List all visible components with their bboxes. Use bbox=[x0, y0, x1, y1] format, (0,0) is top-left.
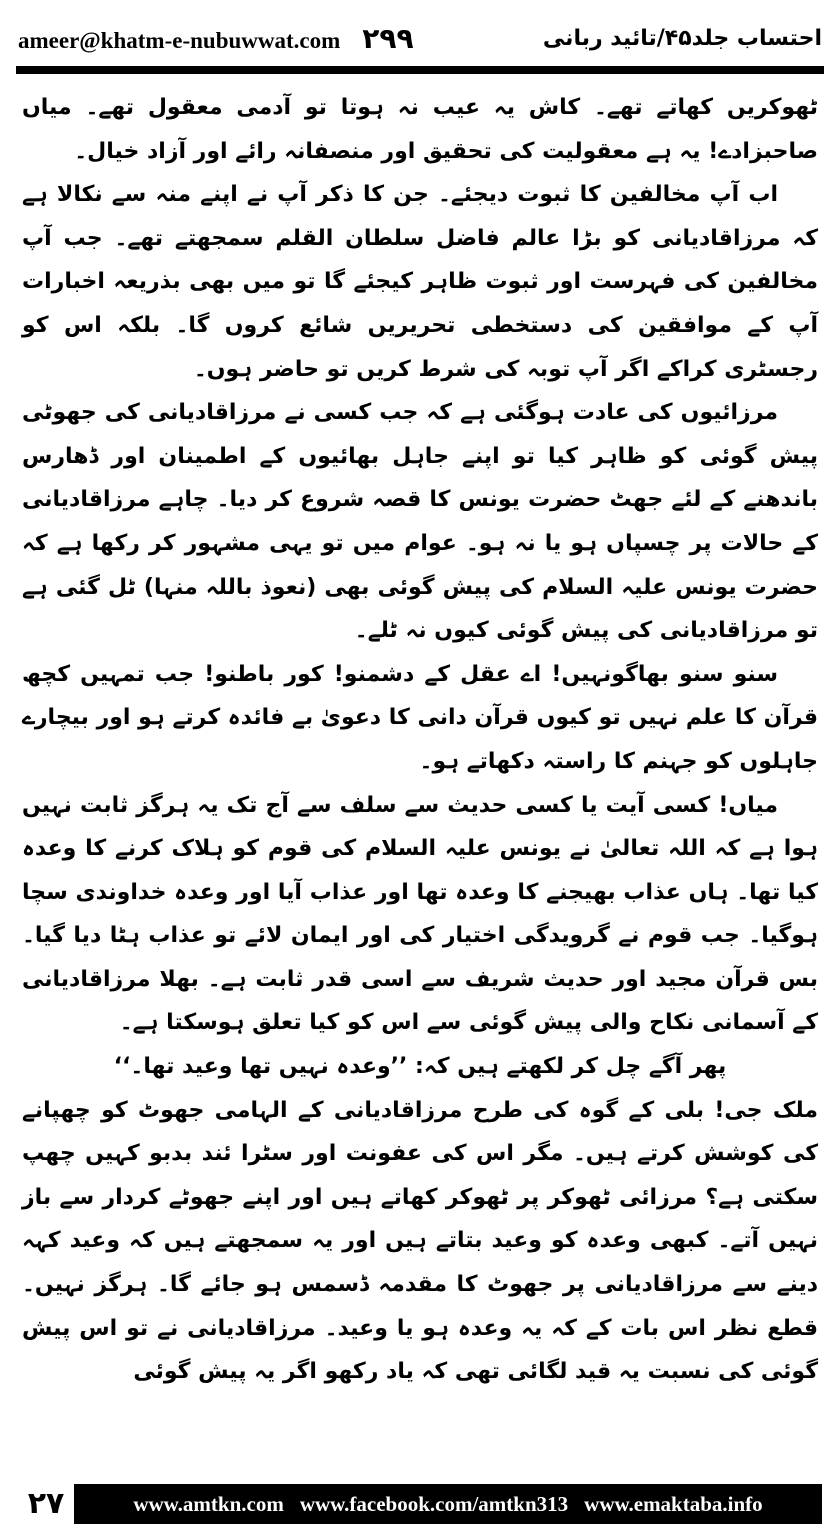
quote-line: پھر آگے چل کر لکھتے ہیں کہ: ’’وعدہ نہیں تھا وعید تھا۔‘‘ bbox=[113, 1054, 727, 1080]
page-body bbox=[22, 86, 818, 1394]
header-book-title: احتساب جلد۴۵/تائید ربانی bbox=[542, 25, 822, 51]
paragraph-2: اب آپ مخالفین کا ثبوت دیجئے۔ جن کا ذکر آپ نے اپنے منہ سے نکالا ہے کہ مرزاقادیانی کو بڑا عالم فاضل سلطان القلم سمجھتے تھے۔ جب آپ مخالفین کی فہرست اور ثبوت ظاہر کیجئے گا تو میں بھی بذریعہ اخبارات آپ کے موافقین کی دستخطی تحریریں شائع کروں گا۔ بلکہ اس کو رجسٹری کراکے اگر آپ توبہ کی شرط کریں تو حاضر ہوں۔ bbox=[22, 182, 818, 382]
paragraph-7: ملک جی! بلی کے گوہ کی طرح مرزاقادیانی کے الہامی جھوٹ کو چھپانے کی کوشش کرتے ہیں۔ مگر اس کی عفونت اور سٹرا ئند بدبو کہیں چھپ سکتی ہے؟ مرزائی ٹھوکر پر ٹھوکر کھاتے ہیں اور اپنے جھوٹے کردار سے باز نہیں آتے۔ کبھی وعدہ کو وعید بتاتے ہیں اور یہ سمجھتے ہیں کہ وعید کہہ دینے سے مرزاقادیانی پر جھوٹ کا مقدمہ ڈسمس ہو جائے گا۔ ہرگز نہیں۔ قطع نظر اس بات کے کہ یہ وعدہ ہو یا وعید۔ مرزاقادیانی نے تو اس پیش گوئی کی نسبت یہ قید لگائی تھی کہ یاد رکھو اگر یہ پیش گوئی bbox=[22, 1097, 818, 1385]
page-footer bbox=[18, 1484, 822, 1524]
footer-link-emaktaba[interactable]: www.emaktaba.info bbox=[584, 1491, 763, 1516]
page-header bbox=[18, 18, 822, 58]
header-rule bbox=[16, 66, 824, 74]
footer-link-facebook[interactable]: www.facebook.com/amtkn313 bbox=[299, 1491, 569, 1516]
header-email[interactable]: ameer@khatm-e-nubuwwat.com bbox=[18, 27, 341, 53]
paragraph-4: سنو سنو بھاگونہیں! اے عقل کے دشمنو! کور باطنو! جب تمہیں کچھ قرآن کا علم نہیں تو کیوں قرآن دانی کا دعویٰ بے فائدہ کرتے ہو اور بیچارے جاہلوں کو جہنم کا راستہ دکھاتے ہو۔ bbox=[22, 661, 818, 774]
paragraph-5: میاں! کسی آیت یا کسی حدیث سے سلف سے آج تک یہ ہرگز ثابت نہیں ہوا ہے کہ اللہ تعالیٰ نے یونس علیہ السلام کی قوم کو ہلاک کرنے کا وعدہ کیا تھا۔ ہاں عذاب بھیجنے کا وعدہ تھا اور عذاب آیا اور وعدہ خداوندی سچا ہوگیا۔ جب قوم نے گرویدگی اختیار کی اور ایمان لائے تو عذاب ہٹا دیا گیا۔ بس قرآن مجید اور حدیث شریف سے اسی قدر ثابت ہے۔ بھلا مرزاقادیانی کے آسمانی نکاح والی پیش گوئی سے اس کو کیا تعلق ہوسکتا ہے۔ bbox=[22, 792, 818, 1036]
header-left bbox=[18, 22, 414, 55]
footer-link-bar bbox=[74, 1484, 822, 1524]
footer-folio-number: ۲۷ bbox=[27, 1486, 65, 1521]
footer-link-amtkn[interactable]: www.amtkn.com bbox=[133, 1491, 284, 1516]
header-page-number: ۲۹۹ bbox=[362, 21, 414, 55]
paragraph-3: مرزائیوں کی عادت ہوگئی ہے کہ جب کسی نے مرزاقادیانی کی جھوٹی پیش گوئی کو ظاہر کیا تو اپنے جاہل بھائیوں کے اطمینان اور ڈھارس باندھنے کے لئے جھٹ حضرت یونس کا قصہ شروع کر دیا۔ چاہے مرزاقادیانی کے حالات پر چسپاں ہو یا نہ ہو۔ عوام میں تو یہی مشہور کر رکھا ہے کہ حضرت یونس علیہ السلام کی پیش گوئی بھی (نعوذ باللہ منہا) ٹل گئی ہے تو مرزاقادیانی کی پیش گوئی کیوں نہ ٹلے۔ bbox=[22, 400, 818, 644]
paragraph-1: ٹھوکریں کھاتے تھے۔ کاش یہ عیب نہ ہوتا تو آدمی معقول تھے۔ میاں صاحبزادے! یہ ہے معقولیت کی تحقیق اور منصفانہ رائے اور آزاد خیال۔ bbox=[22, 95, 818, 164]
